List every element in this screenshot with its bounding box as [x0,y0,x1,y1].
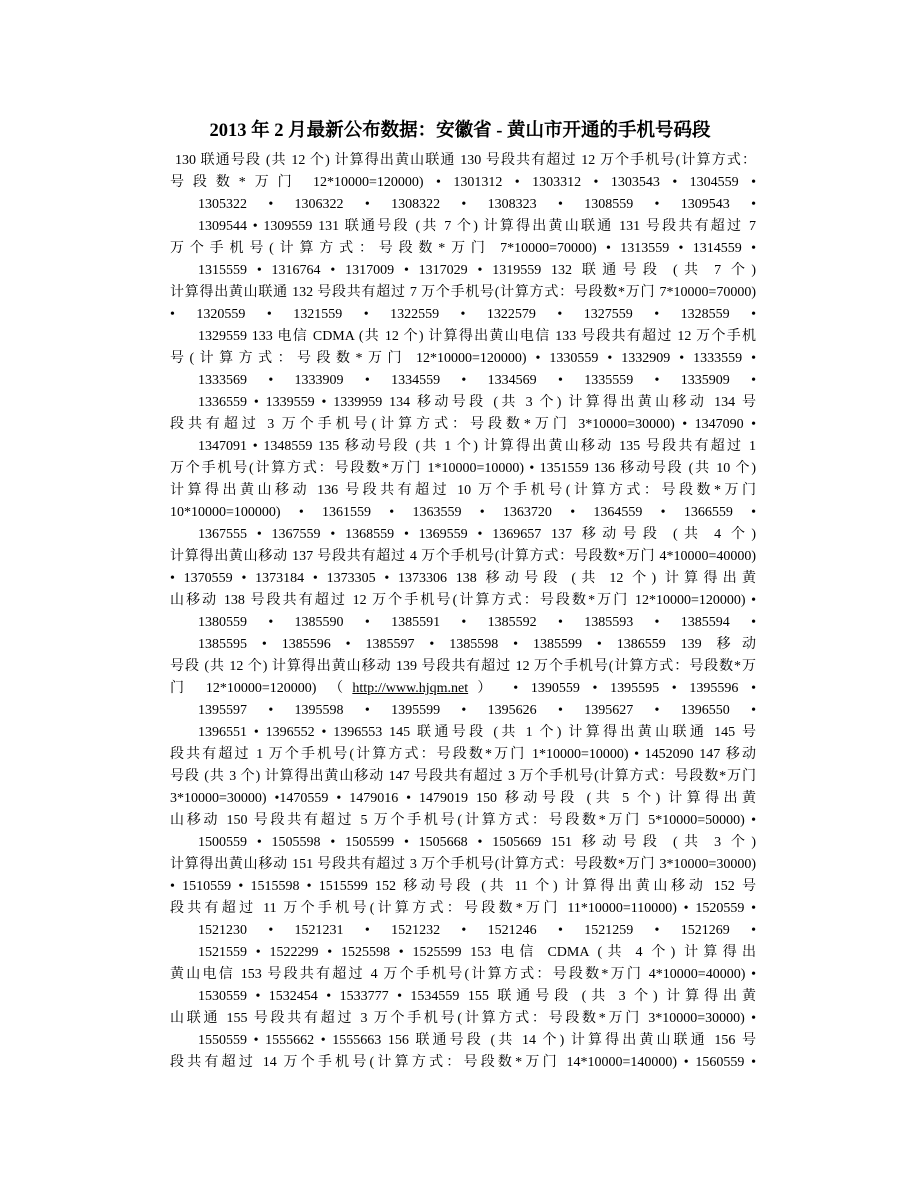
text-line: • 1320559 • 1321559 • 1322559 • 1322579 • 1327559 • 1328559 • [170,307,756,322]
text-line: 号段 (共 3 个) 计算得出黄山移动 147 号段共有超过 3 万个手机号(计算方式：号段数*万门 [170,769,756,784]
text-line: 万个手机号(计算方式：号段数*万门 1*10000=10000) • 1351559 136 移动号段 (共 10 个) [170,461,756,476]
text-line: 计算得出黄山移动 151 号段共有超过 3 万个手机号(计算方式：号段数*万门 3*10000=30000) [170,857,756,872]
text-line: 1309544 • 1309559 131 联通号段 (共 7 个) 计算得出黄山联通 131 号段共有超过 7 [198,219,756,234]
text-line: 1385595 • 1385596 • 1385597 • 1385598 • 1385599 • 1386559 139 移动 [198,637,756,652]
text-line: 计算得出黄山移动 137 号段共有超过 4 万个手机号(计算方式：号段数*万门 4*10000=40000) [170,549,756,564]
text-line: 1521559 • 1522299 • 1525598 • 1525599 153 电信 CDMA (共 4 个) 计算得出 [198,945,756,960]
text-line: 1396551 • 1396552 • 1396553 145 联通号段 (共 1 个) 计算得出黄山联通 145 号 [198,725,756,740]
text-line: 1333569 • 1333909 • 1334559 • 1334569 • 1335559 • 1335909 • [198,373,756,388]
text-line: 计算得出黄山联通 132 号段共有超过 7 万个手机号(计算方式：号段数*万门 7*10000=70000) [170,285,756,300]
text-line: 山联通 155 号段共有超过 3 万个手机号(计算方式：号段数*万门 3*10000=30000) • [170,1011,756,1026]
text-line: 1347091 • 1348559 135 移动号段 (共 1 个) 计算得出黄山移动 135 号段共有超过 1 [198,439,756,454]
text-line: 段共有超过 1 万个手机号(计算方式：号段数*万门 1*10000=10000) • 1452090 147 移动 [170,747,756,762]
text-line: 计算得出黄山移动 136 号段共有超过 10 万个手机号(计算方式：号段数*万门 [170,483,756,498]
text-line: 号(计算方式：号段数*万门 12*10000=120000) • 1330559 • 1332909 • 1333559 • [170,351,756,366]
text-line: 万个手机号(计算方式：号段数*万门 7*10000=70000) • 1313559 • 1314559 • [170,241,756,256]
text-line: • 1370559 • 1373184 • 1373305 • 1373306 138 移动号段 (共 12 个) 计算得出黄 [170,571,756,586]
text-line: 1336559 • 1339559 • 1339959 134 移动号段 (共 3 个) 计算得出黄山移动 134 号 [198,395,756,410]
text-segment: 门 12*10000=120000) （ [170,681,353,696]
text-line: 1315559 • 1316764 • 1317009 • 1317029 • 1319559 132 联通号段 (共 7 个) [198,263,756,278]
text-line: 号段数*万门 12*10000=120000) • 1301312 • 1303312 • 1303543 • 1304559 • [170,175,756,190]
text-line: 段共有超过 11 万个手机号(计算方式：号段数*万门 11*10000=110000) • 1520559 • [170,901,756,916]
text-line: 1500559 • 1505598 • 1505599 • 1505668 • 1505669 151 移动号段 (共 3 个) [198,835,756,850]
text-line: 3*10000=30000) •1470559 • 1479016 • 1479019 150 移动号段 (共 5 个) 计算得出黄 [170,791,756,806]
text-line: 段共有超过 14 万个手机号(计算方式：号段数*万门 14*10000=140000) • 1560559 • [170,1055,756,1070]
document-body [170,150,756,1074]
website-link[interactable]: http://www.hjqm.net [352,681,469,696]
text-line: 山移动 150 号段共有超过 5 万个手机号(计算方式：号段数*万门 5*10000=50000) • [170,813,756,828]
text-line: 1305322 • 1306322 • 1308322 • 1308323 • 1308559 • 1309543 • [198,197,756,212]
text-segment: ） • 1390559 • 1395595 • 1395596 • [468,681,756,696]
text-line: 1530559 • 1532454 • 1533777 • 1534559 155 联通号段 (共 3 个) 计算得出黄 [198,989,756,1004]
text-line: 130 联通号段 (共 12 个) 计算得出黄山联通 130 号段共有超过 12 万个手机号(计算方式： [175,153,756,168]
text-line: 1395597 • 1395598 • 1395599 • 1395626 • 1395627 • 1396550 • [198,703,756,718]
text-line: 1380559 • 1385590 • 1385591 • 1385592 • 1385593 • 1385594 • [198,615,756,630]
text-line [170,678,756,700]
text-line: 段共有超过 3 万个手机号(计算方式：号段数*万门 3*10000=30000) • 1347090 • [170,417,756,432]
text-line: 号段 (共 12 个) 计算得出黄山移动 139 号段共有超过 12 万个手机号(计算方式：号段数*万 [170,659,756,674]
text-line: 1550559 • 1555662 • 1555663 156 联通号段 (共 14 个) 计算得出黄山联通 156 号 [198,1033,756,1048]
text-line: 1521230 • 1521231 • 1521232 • 1521246 • 1521259 • 1521269 • [198,923,756,938]
text-line: 10*10000=100000) • 1361559 • 1363559 • 1363720 • 1364559 • 1366559 • [170,505,756,520]
document-title: 2013 年 2 月最新公布数据：安徽省 - 黄山市开通的手机号码段 [209,121,711,141]
text-line: 1329559 133 电信 CDMA (共 12 个) 计算得出黄山电信 133 号段共有超过 12 万个手机 [198,329,756,344]
text-line: 山移动 138 号段共有超过 12 万个手机号(计算方式：号段数*万门 12*10000=120000) • [170,593,756,608]
text-line: 1367555 • 1367559 • 1368559 • 1369559 • 1369657 137 移动号段 (共 4 个) [198,527,756,542]
text-line: 黄山电信 153 号段共有超过 4 万个手机号(计算方式：号段数*万门 4*10000=40000) • [170,967,756,982]
text-line: • 1510559 • 1515598 • 1515599 152 移动号段 (共 11 个) 计算得出黄山移动 152 号 [170,879,756,894]
